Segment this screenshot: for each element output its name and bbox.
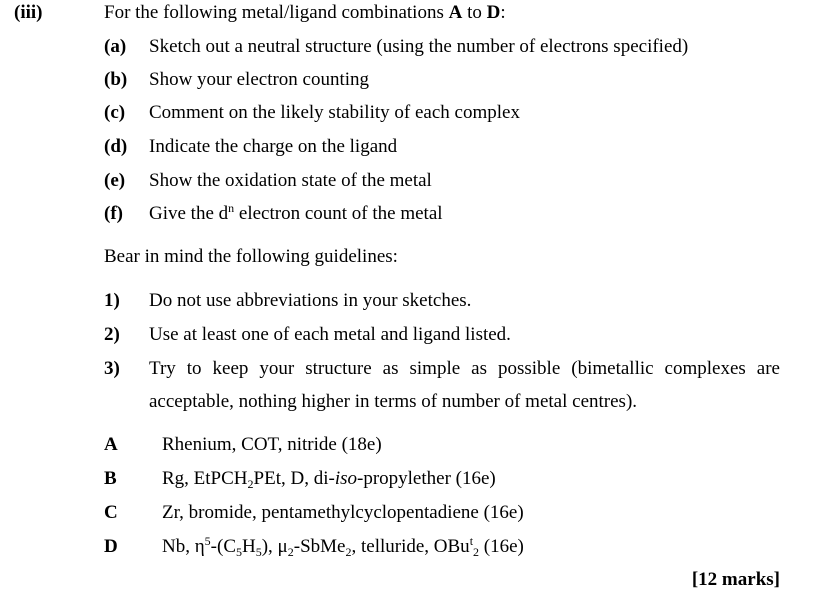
guideline-label-3: 3) bbox=[104, 358, 120, 379]
marks-total: [12 marks] bbox=[691, 569, 780, 590]
task-text-d: Indicate the charge on the ligand bbox=[149, 136, 398, 157]
task-text-a: Sketch out a neutral structure (using the number of electrons specified) bbox=[149, 36, 689, 57]
task-label-c: (c) bbox=[104, 102, 126, 123]
guidelines-intro: Bear in mind the following guidelines: bbox=[104, 246, 398, 267]
question-number: (iii) bbox=[14, 2, 43, 23]
combination-label-c: C bbox=[104, 502, 118, 523]
task-text-e: Show the oxidation state of the metal bbox=[149, 170, 432, 191]
task-text-f: Give the $d^n$ electron count of the metal bbox=[149, 201, 443, 224]
combination-text-b: Rg, EtPCH$_2$PEt, D, di-iso-propylether (16e) bbox=[162, 468, 496, 491]
task-text-b: Show your electron counting bbox=[149, 69, 370, 90]
combination-label-a: A bbox=[104, 434, 118, 455]
guideline-label-2: 2) bbox=[104, 324, 120, 345]
combination-label-d: D bbox=[104, 536, 118, 557]
guideline-label-1: 1) bbox=[104, 290, 120, 311]
task-label-f: (f) bbox=[104, 203, 123, 224]
guideline-text-2: Use at least one of each metal and ligand listed. bbox=[149, 324, 511, 345]
question-intro: For the following metal/ligand combinations A to D: bbox=[104, 2, 506, 23]
combination-label-b: B bbox=[104, 468, 117, 489]
combination-text-c: Zr, bromide, pentamethylcyclopentadiene (16e) bbox=[162, 502, 524, 523]
combination-text-d: Nb, $\eta^5-(C_5H_5)$, $\mu_2-SbMe_2$, telluride, OBu$^t_2$ (16e) bbox=[162, 534, 524, 559]
task-label-b: (b) bbox=[104, 69, 128, 90]
task-label-e: (e) bbox=[104, 170, 126, 191]
guideline-text-3-line1: Try to keep your structure as simple as possible (bimetallic complexes are bbox=[149, 358, 780, 379]
task-text-c: Comment on the likely stability of each complex bbox=[149, 102, 520, 123]
guideline-text-3-line2: acceptable, nothing higher in terms of number of metal centres). bbox=[149, 391, 638, 412]
guideline-text-1: Do not use abbreviations in your sketches. bbox=[149, 290, 472, 311]
task-label-d: (d) bbox=[104, 136, 128, 157]
task-label-a: (a) bbox=[104, 36, 127, 57]
combination-text-a: Rhenium, COT, nitride (18e) bbox=[162, 434, 382, 455]
